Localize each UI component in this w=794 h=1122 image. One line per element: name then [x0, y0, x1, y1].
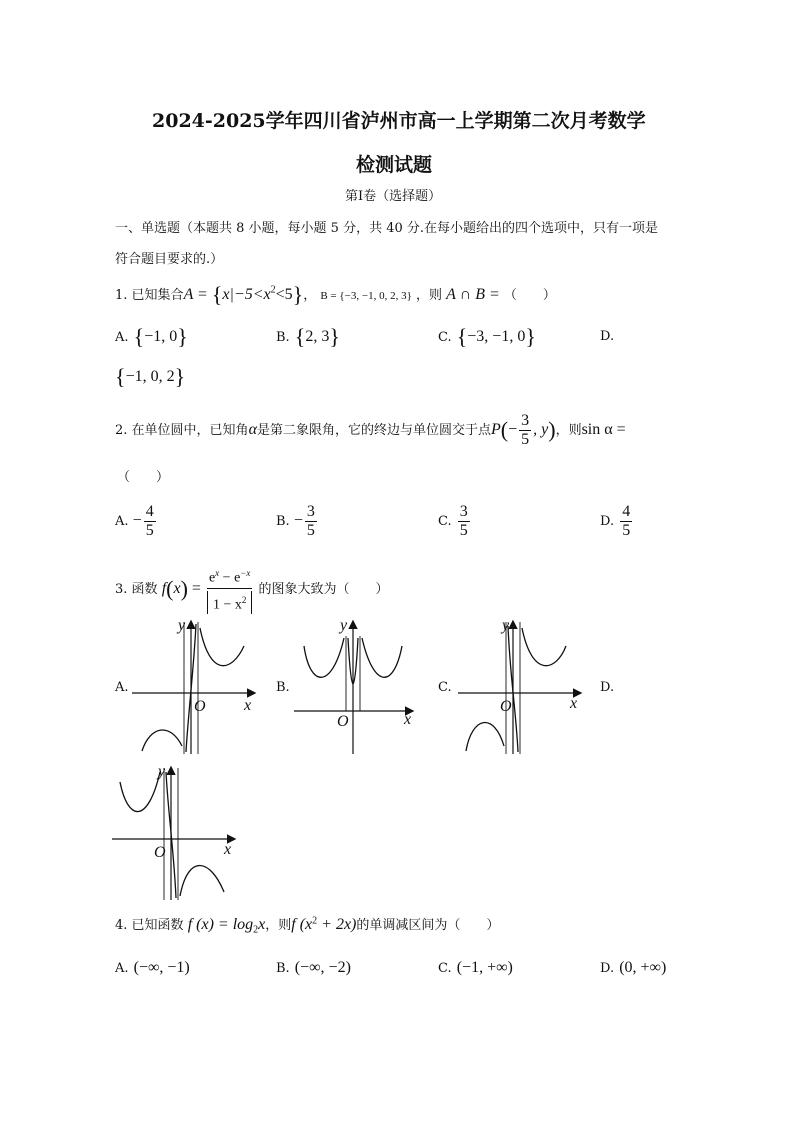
stem-text: 的单调减区间为（ ）	[356, 918, 500, 933]
den: 1 − x	[212, 597, 242, 613]
exp: −x	[240, 568, 251, 578]
q3-graph-a[interactable]	[132, 616, 262, 756]
intersection-expr: A ∩ B =	[446, 286, 500, 303]
origin-label: O	[337, 713, 349, 730]
y-label: y	[178, 617, 186, 634]
function-denominator	[207, 591, 252, 615]
q1-option-d-label[interactable]: D.	[600, 329, 615, 344]
set-a: $A = \{x|-5<x^2<5\}$	[183, 282, 304, 307]
q4-option-c[interactable]	[438, 957, 513, 977]
x-label: x	[224, 841, 232, 858]
stem-text: 在单位圆中，已知角	[131, 423, 249, 439]
question-number: 4.	[115, 918, 128, 933]
y-label: y	[340, 617, 348, 634]
q1-option-b[interactable]: B. {2, 3}	[276, 324, 340, 349]
exp: 2	[241, 594, 247, 605]
option-sign: −	[132, 512, 142, 529]
function-name: f	[161, 579, 167, 597]
option-value: −1, 0	[144, 328, 178, 345]
curve	[200, 628, 244, 666]
set-a-body: x|−5<x	[222, 286, 271, 303]
curve	[180, 866, 224, 897]
q1-option-c[interactable]: C. {−3, −1, 0}	[438, 324, 536, 349]
curve	[522, 628, 566, 666]
set-b: B = {−3, −1, 0, 2, 3}	[320, 290, 412, 302]
question-4-stem	[115, 914, 499, 936]
answer-blank: （ ）	[503, 288, 556, 303]
function-var: x	[173, 579, 181, 597]
option-label: C.	[438, 514, 452, 529]
q3-graph-d[interactable]	[112, 762, 242, 902]
option-label: D.	[600, 514, 615, 529]
origin-label: O	[154, 844, 166, 861]
q3-option-c-label[interactable]: C.	[438, 680, 452, 695]
curve	[142, 730, 182, 751]
option-value: 2, 3	[305, 328, 330, 345]
option-value: (−1, +∞)	[456, 959, 513, 976]
question-3-stem: 3. 函数 f(x) = $\frac{e^x - e^{-x}}{1 - x^2}$ 的图象大致为（ ）	[115, 564, 389, 614]
x-label: x	[570, 695, 578, 712]
sin-expr: sin α =	[581, 421, 626, 439]
question-number: 3.	[115, 581, 128, 597]
y-label: y	[502, 617, 510, 634]
x-label: x	[404, 711, 412, 728]
stem-text: ，则	[416, 288, 443, 303]
q3-option-b-label[interactable]: B.	[276, 680, 290, 695]
q2-option-a[interactable]	[115, 503, 158, 540]
option-label: B.	[276, 330, 290, 345]
page-title-line2: 检测试题	[356, 154, 433, 176]
option-label: D.	[600, 961, 615, 976]
function-def: f (x) = log	[187, 916, 254, 933]
question-1-stem: 1. 已知集合$A = \{x|-5<x^2<5\}$， B = {−3, −1, 0, 2, 3} ，则 A ∩ B = （ ）	[115, 282, 556, 307]
function-numerator: $e^x - e^{-x}$	[207, 564, 252, 589]
q4-option-d[interactable]	[600, 957, 666, 977]
q2-option-c[interactable]	[438, 503, 472, 540]
q3-graph-b[interactable]	[294, 616, 424, 756]
option-value: −3, −1, 0	[467, 328, 526, 345]
point-y: , y	[533, 421, 549, 439]
stem-text: 已知函数	[131, 918, 184, 933]
page-title-line1: 2024-2025学年四川省泸州市高一上学期第二次月考数学	[152, 110, 646, 132]
composite-tail: + 2x)	[317, 916, 357, 933]
option-label: A.	[115, 330, 129, 345]
question-number: 1.	[115, 288, 128, 303]
y-label: y	[158, 763, 166, 780]
curve	[304, 638, 344, 677]
q4-option-a[interactable]	[115, 957, 190, 977]
composite-fn: f (x	[291, 916, 313, 933]
section-heading-line2: 符合题目要求的.）	[115, 252, 224, 267]
origin-label: O	[194, 698, 206, 715]
option-label: A.	[115, 961, 129, 976]
point-x-denominator: 5	[521, 431, 530, 448]
stem-text: 函数	[131, 581, 158, 597]
point-x-numerator: 3	[521, 412, 530, 429]
option-denominator: 5	[306, 522, 315, 539]
minus: − e	[219, 570, 241, 586]
set-a-exp: 2	[270, 284, 276, 296]
option-label: B.	[276, 514, 290, 529]
origin-label: O	[500, 698, 512, 715]
x-label: x	[244, 697, 252, 714]
question-2-stem: 2. 在单位圆中，已知角α是第二象限角，它的终边与单位圆交于点P(− $\frac{3}{5}$ , y)，则sin α =	[115, 412, 626, 448]
option-numerator: 3	[459, 503, 468, 520]
q3-graph-c[interactable]	[458, 616, 588, 756]
log-var: x	[258, 916, 266, 933]
set-a-lhs: A =	[183, 286, 212, 303]
q2-option-d[interactable]	[600, 503, 634, 540]
question-number: 2.	[115, 423, 128, 439]
stem-text: 是第二象限角，它的终边与单位圆交于点	[256, 423, 491, 439]
exp: 2	[312, 915, 318, 927]
alpha-symbol: α	[248, 421, 257, 439]
option-denominator: 5	[622, 522, 631, 539]
option-numerator: 4	[145, 503, 154, 520]
option-label: C.	[438, 961, 452, 976]
stem-text: ，则	[265, 918, 292, 933]
curve	[466, 723, 504, 751]
stem-text: 的图象大致为（ ）	[258, 581, 389, 597]
stem-text: ，则	[555, 423, 582, 439]
exp: x	[215, 568, 220, 578]
q4-option-b[interactable]	[276, 957, 351, 977]
curve	[362, 638, 402, 677]
option-label: C.	[438, 330, 452, 345]
q1-option-a[interactable]: A. {−1, 0}	[115, 324, 188, 349]
option-denominator: 5	[145, 522, 154, 539]
set-a-tail: <5	[275, 286, 293, 303]
q3-option-a-label[interactable]: A.	[115, 680, 129, 695]
log-base: 2	[253, 924, 259, 936]
option-sign: −	[293, 512, 303, 529]
option-value: (−∞, −2)	[294, 959, 351, 976]
option-denominator: 5	[459, 522, 468, 539]
option-value: (0, +∞)	[619, 959, 667, 976]
option-value: −1, 0, 2	[125, 368, 175, 385]
q2-answer-blank: （ ）	[117, 470, 170, 485]
part-heading: 第Ⅰ卷（选择题）	[345, 189, 442, 204]
q1-option-d-value[interactable]: {−1, 0, 2}	[115, 364, 186, 389]
option-value: (−∞, −1)	[133, 959, 190, 976]
option-numerator: 4	[622, 503, 631, 520]
section-heading-line1: 一、单选题（本题共 8 小题，每小题 5 分，共 40 分.在每小题给出的四个选项中，只有一项是	[115, 221, 659, 236]
curve	[120, 772, 160, 812]
q3-option-d-label[interactable]: D.	[600, 680, 615, 695]
option-label: A.	[115, 514, 129, 529]
option-label: B.	[276, 961, 290, 976]
option-numerator: 3	[306, 503, 315, 520]
q2-option-b[interactable]	[276, 503, 319, 540]
point-name: P	[490, 421, 501, 439]
stem-text: 已知集合	[131, 288, 184, 303]
